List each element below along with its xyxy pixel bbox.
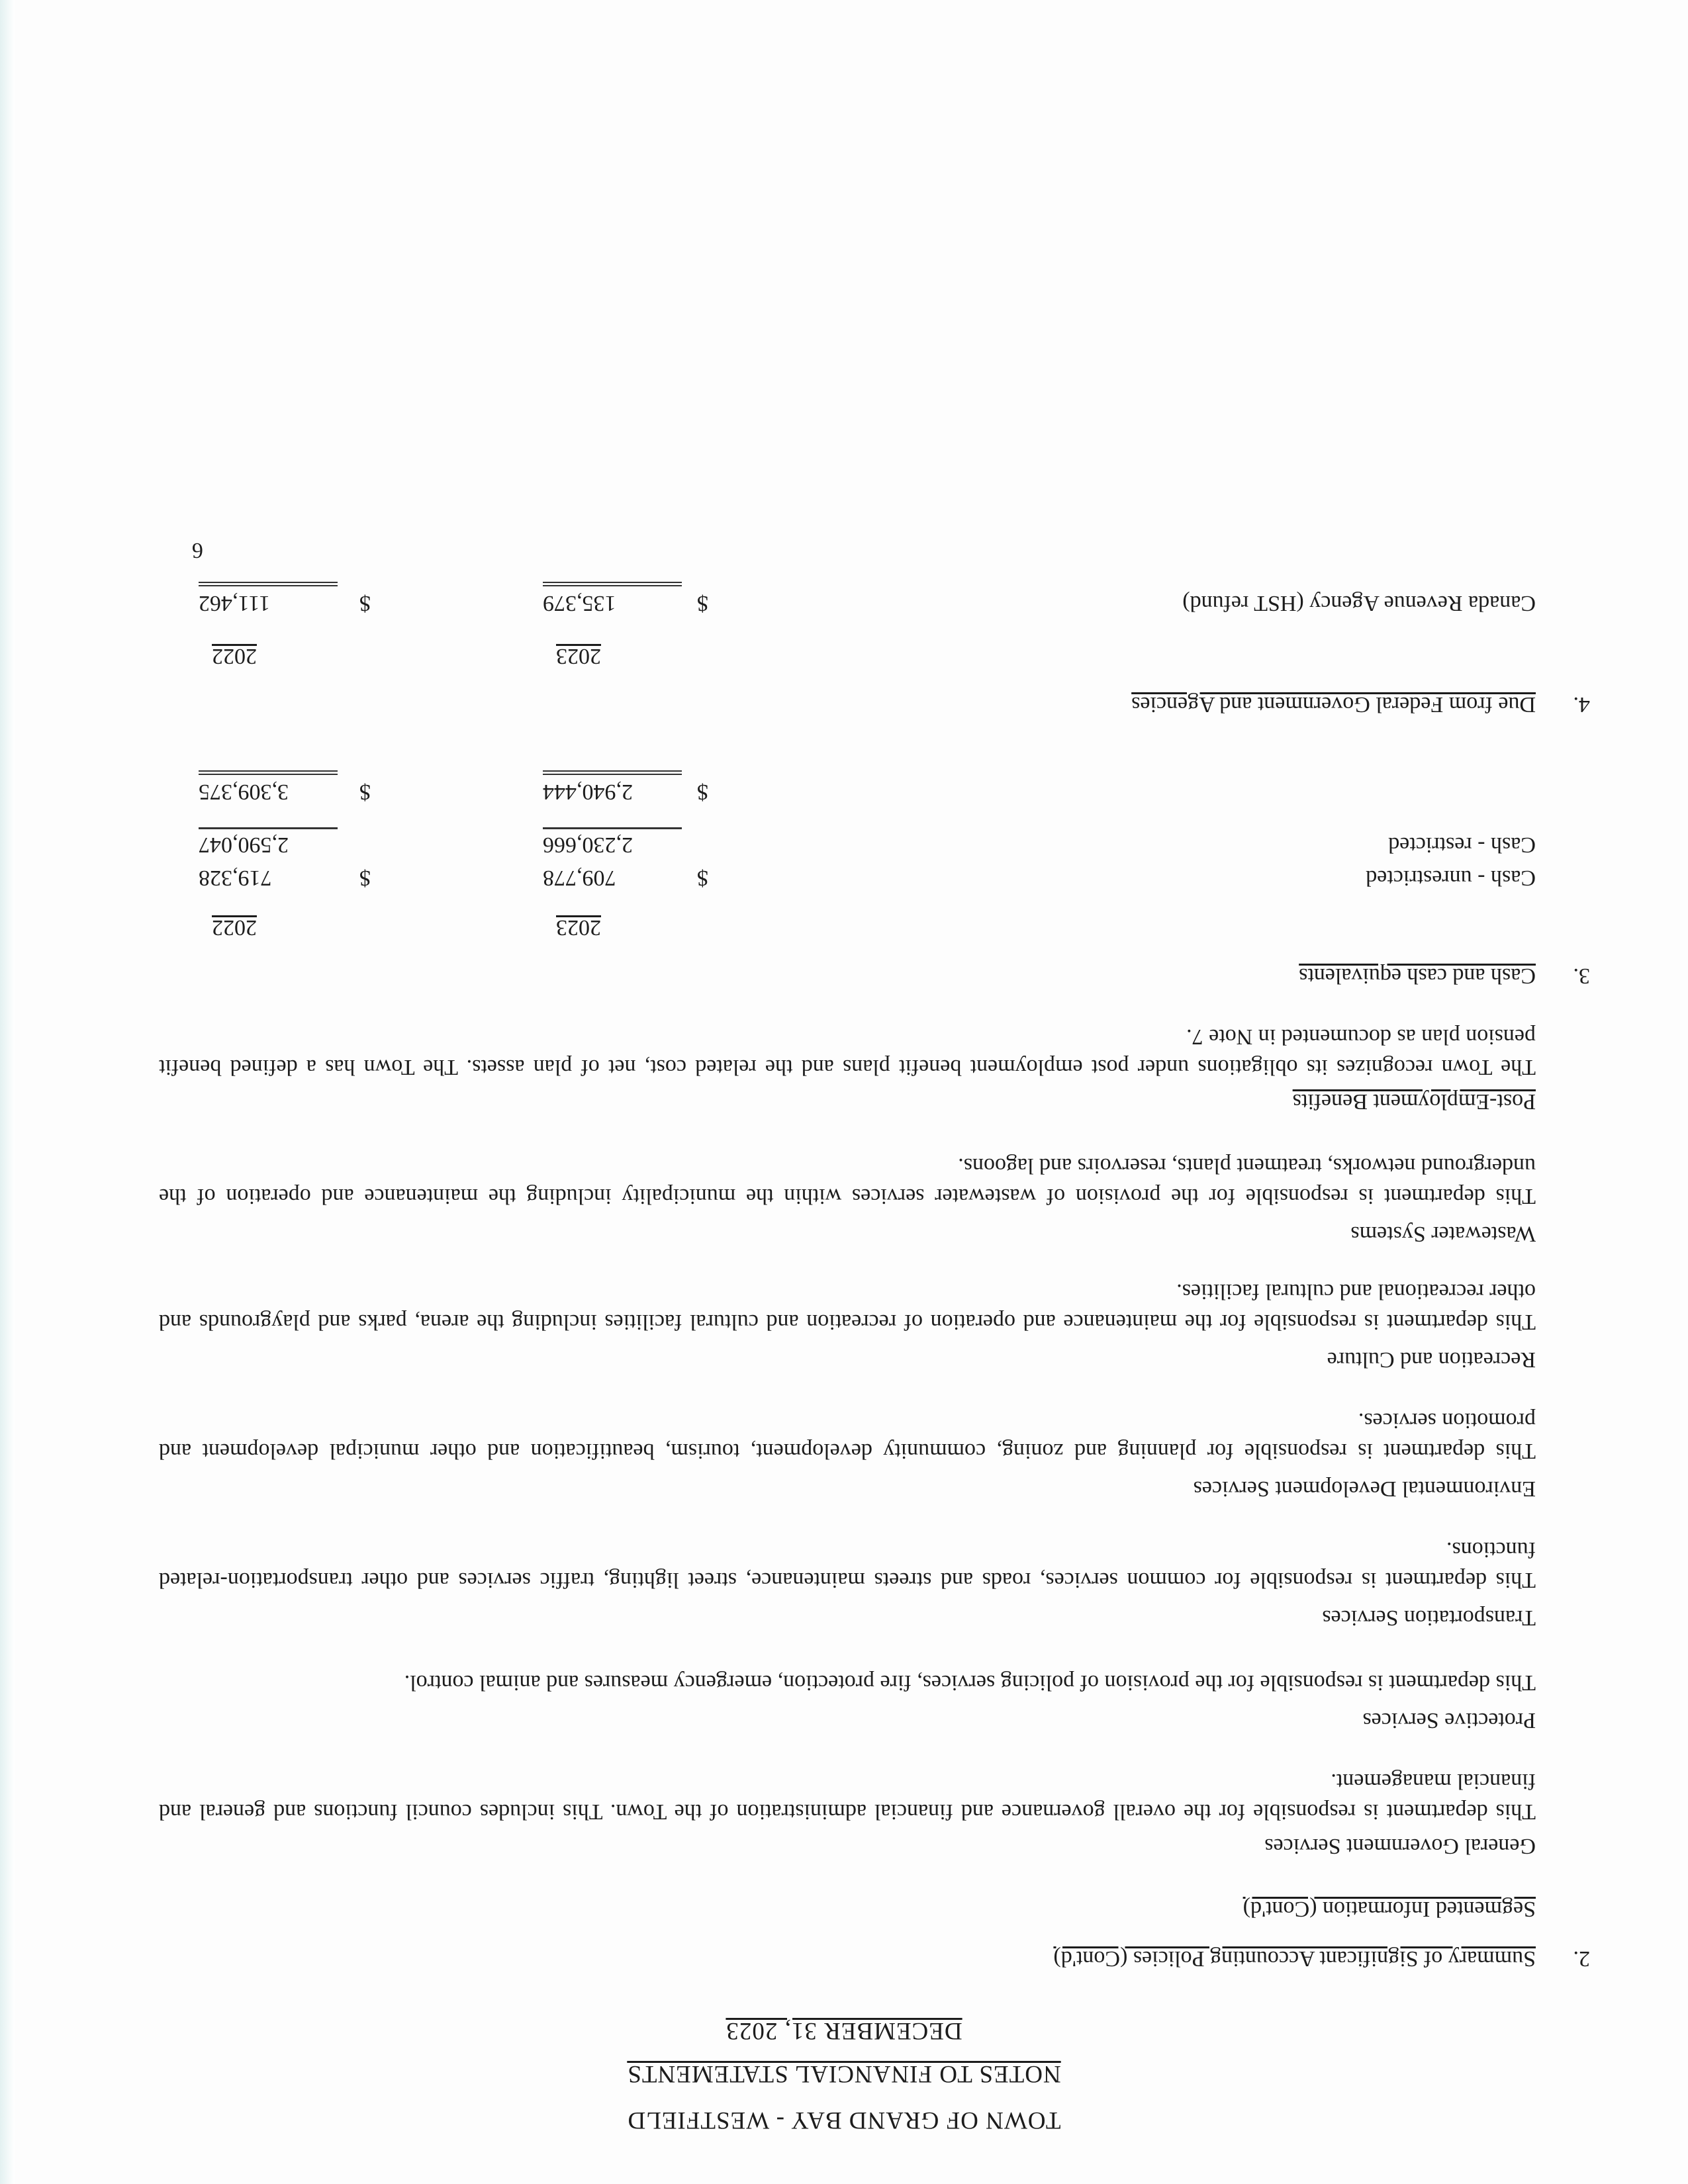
cash-year-2023: 2023 [556,915,601,940]
currency-symbol: $ [359,591,371,615]
wastewater-systems-heading: Wastewater Systems [1350,1222,1536,1246]
cash-restricted-2022: 2,590,047 [199,827,338,857]
cash-restricted-label: Cash - restricted [1388,833,1536,857]
cash-restricted-2023: 2,230,666 [543,827,682,857]
recreation-culture-heading: Recreation and Culture [1327,1347,1536,1372]
wastewater-systems-text: This department is responsible for the provision of wastewater services within the municipality including the maintenance and operation of the underground networks, treatment plants, reservoirs and lagoons. [159,1154,1536,1208]
note-2-title: Summary of Significant Accounting Policies (Cont'd) [1053,1946,1536,1971]
cash-year-2022: 2022 [212,915,257,940]
statement-title: NOTES TO FINANCIAL STATEMENTS [627,2060,1061,2087]
cash-unrestricted-2023: 709,778 [543,866,616,890]
note-2-number: 2. [1573,1946,1590,1971]
protective-services-text: This department is responsible for the provision of policing services, fire protection, emergency measures and animal control. [404,1670,1536,1695]
currency-symbol: $ [359,866,371,890]
cra-hst-refund-label: Canada Revenue Agency (HST refund) [1182,591,1536,615]
environmental-development-heading: Environmental Development Services [1193,1477,1536,1501]
currency-symbol: $ [697,591,708,615]
general-government-heading: General Government Services [1264,1834,1536,1858]
post-employment-heading: Post-Employment Benefits [1292,1089,1536,1114]
note-4-number: 4. [1573,692,1590,717]
cra-hst-refund-2022: 111,462 [199,582,338,615]
scan-edge [0,0,15,2184]
protective-services-heading: Protective Services [1362,1708,1536,1733]
note-3-title: Cash and cash equivalents [1299,964,1536,988]
post-employment-text: The Town recognizes its obligations under post employment benefit plans and the related cost, net of plan assets. The Town has a defined benefit pension plan as documented in Note 7. [159,1024,1536,1079]
cra-hst-refund-2023: 135,379 [543,582,682,615]
recreation-culture-text: This department is responsible for the maintenance and operation of recreation and cultural facilities including the arena, parks and playgrounds and other recreational and cultural facilities. [159,1279,1536,1334]
federal-year-2022: 2022 [212,644,257,668]
transportation-services-heading: Transportation Services [1322,1606,1536,1630]
currency-symbol: $ [359,780,371,804]
town-title: TOWN OF GRAND BAY - WESTFIELD [627,2107,1061,2134]
cash-total-2022: 3,309,375 [199,770,338,804]
segmented-info-heading: Segmented Information (Cont'd) [1243,1897,1536,1921]
note-3-number: 3. [1573,964,1590,988]
note-4-title: Due from Federal Government and Agencies [1131,692,1536,717]
federal-year-2023: 2023 [556,644,601,668]
environmental-development-text: This department is responsible for planning and zoning, community development, tourism, beautification and other municipal development and promotion services. [159,1408,1536,1463]
currency-symbol: $ [697,780,708,804]
cash-unrestricted-2022: 719,328 [199,866,272,890]
page-number: 6 [192,538,203,563]
transportation-services-text: This department is responsible for common services, roads and streets maintenance, street lighting, traffic services and other transportation-related functions. [159,1537,1536,1592]
currency-symbol: $ [697,866,708,890]
statement-date: DECEMBER 31, 2023 [726,2017,962,2044]
cash-unrestricted-label: Cash - unrestricted [1366,866,1536,890]
general-government-text: This department is responsible for the overall governance and financial administration of the Town. This includes council functions and general and financial management. [159,1769,1536,1824]
cash-total-2023: 2,940,444 [543,770,682,804]
